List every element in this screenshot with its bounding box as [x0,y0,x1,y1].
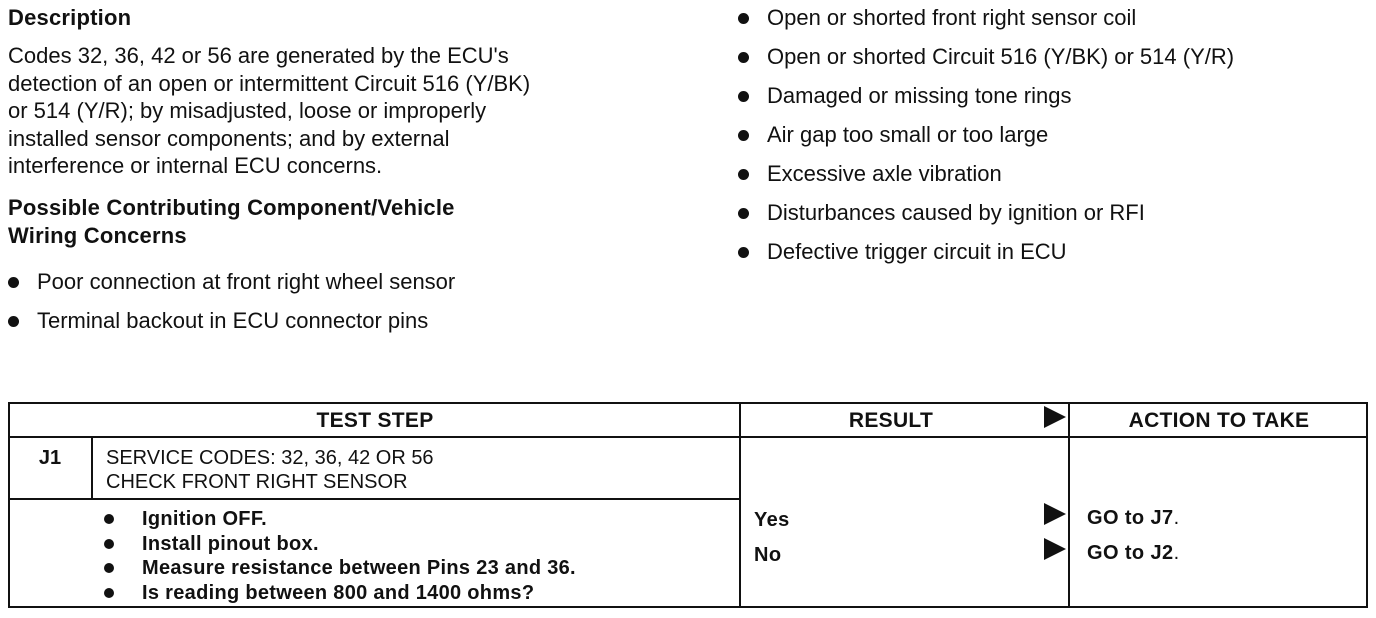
instruction-text: Install pinout box. [142,532,319,555]
step-title [106,446,434,494]
contributing-list-right [738,4,1368,266]
bullet-icon [104,563,114,573]
header-divider [10,436,1366,438]
column-divider [1068,404,1070,606]
action-prefix: GO to [1087,507,1151,529]
list-item-text: Open or shorted front right sensor coil [767,5,1137,30]
list-item-text: Open or shorted Circuit 516 (Y/BK) or 514 (Y/R) [767,44,1235,69]
row-divider [10,498,741,500]
contributing-heading-line: Wiring Concerns [8,222,187,248]
list-item-text: Air gap too small or too large [767,122,1049,147]
column-divider [91,436,93,500]
list-item [738,160,1368,188]
instruction-text: Ignition OFF. [142,508,267,530]
contributing-list-left [8,268,708,335]
instruction-text: Measure resistance between Pins 23 and 36. [142,557,576,579]
header-test-step: TEST STEP [316,409,434,432]
bullet-icon [738,247,749,258]
header-action: ACTION TO TAKE [1128,409,1310,432]
list-item [738,121,1368,149]
bullet-icon [738,13,749,24]
description-line: Codes 32, 36, 42 or 56 are generated by the ECU's [8,43,509,68]
bullet-icon [8,316,19,327]
list-item [738,199,1368,227]
list-item [104,532,576,557]
instruction-text: Is reading between 800 and 1400 ohms? [142,581,535,604]
description-line: interference or internal ECU concerns. [8,153,383,178]
list-item-text: Defective trigger circuit in ECU [767,239,1067,264]
description-line: detection of an open or intermittent Circuit 516 (Y/BK) [8,70,531,96]
action-target: J2 [1150,542,1174,564]
list-item [104,581,576,606]
list-item-text: Poor connection at front right wheel sensor [37,268,456,294]
bullet-icon [104,588,114,598]
list-item [104,507,576,532]
step-id: J1 [38,447,62,469]
action-target: J7 [1150,507,1174,529]
result-no: No [754,544,782,566]
action-no [1087,541,1180,565]
contributing-heading-line: Possible Contributing Component/Vehicle [8,194,455,220]
list-item [8,307,708,335]
description-heading: Description [8,5,132,30]
column-divider [739,404,741,606]
step-title-line: CHECK FRONT RIGHT SENSOR [106,471,408,493]
step-instructions [104,507,576,605]
description-line: installed sensor components; and by external [8,125,450,151]
bullet-icon [104,514,114,524]
list-item [8,268,708,296]
bullet-icon [738,208,749,219]
test-step-table [8,402,1368,608]
bullet-icon [104,539,114,549]
arrow-right-icon [1044,406,1066,428]
description-line: or 514 (Y/R); by misadjusted, loose or improperly [8,98,487,123]
arrow-right-icon [1044,503,1066,525]
action-prefix: GO to [1087,542,1151,564]
list-item-text: Terminal backout in ECU connector pins [37,307,429,333]
action-suffix: . [1173,542,1180,564]
bullet-icon [738,52,749,63]
header-result: RESULT [848,409,934,432]
arrow-right-icon [1044,538,1066,560]
bullet-icon [738,91,749,102]
list-item [104,556,576,581]
list-item [738,43,1368,71]
list-item [738,4,1368,32]
contributing-heading [8,194,708,250]
list-item-text: Excessive axle vibration [767,161,1002,186]
list-item [738,238,1368,266]
left-column [8,4,708,346]
right-column [738,4,1368,277]
list-item [738,82,1368,110]
bullet-icon [738,169,749,180]
action-yes [1087,506,1180,530]
bullet-icon [738,130,749,141]
description-text [8,42,708,180]
action-suffix: . [1173,507,1180,529]
list-item-text: Damaged or missing tone rings [767,83,1072,108]
list-item-text: Disturbances caused by ignition or RFI [767,200,1145,225]
result-yes: Yes [754,509,790,531]
step-title-line: SERVICE CODES: 32, 36, 42 OR 56 [106,447,434,469]
bullet-icon [8,277,19,288]
